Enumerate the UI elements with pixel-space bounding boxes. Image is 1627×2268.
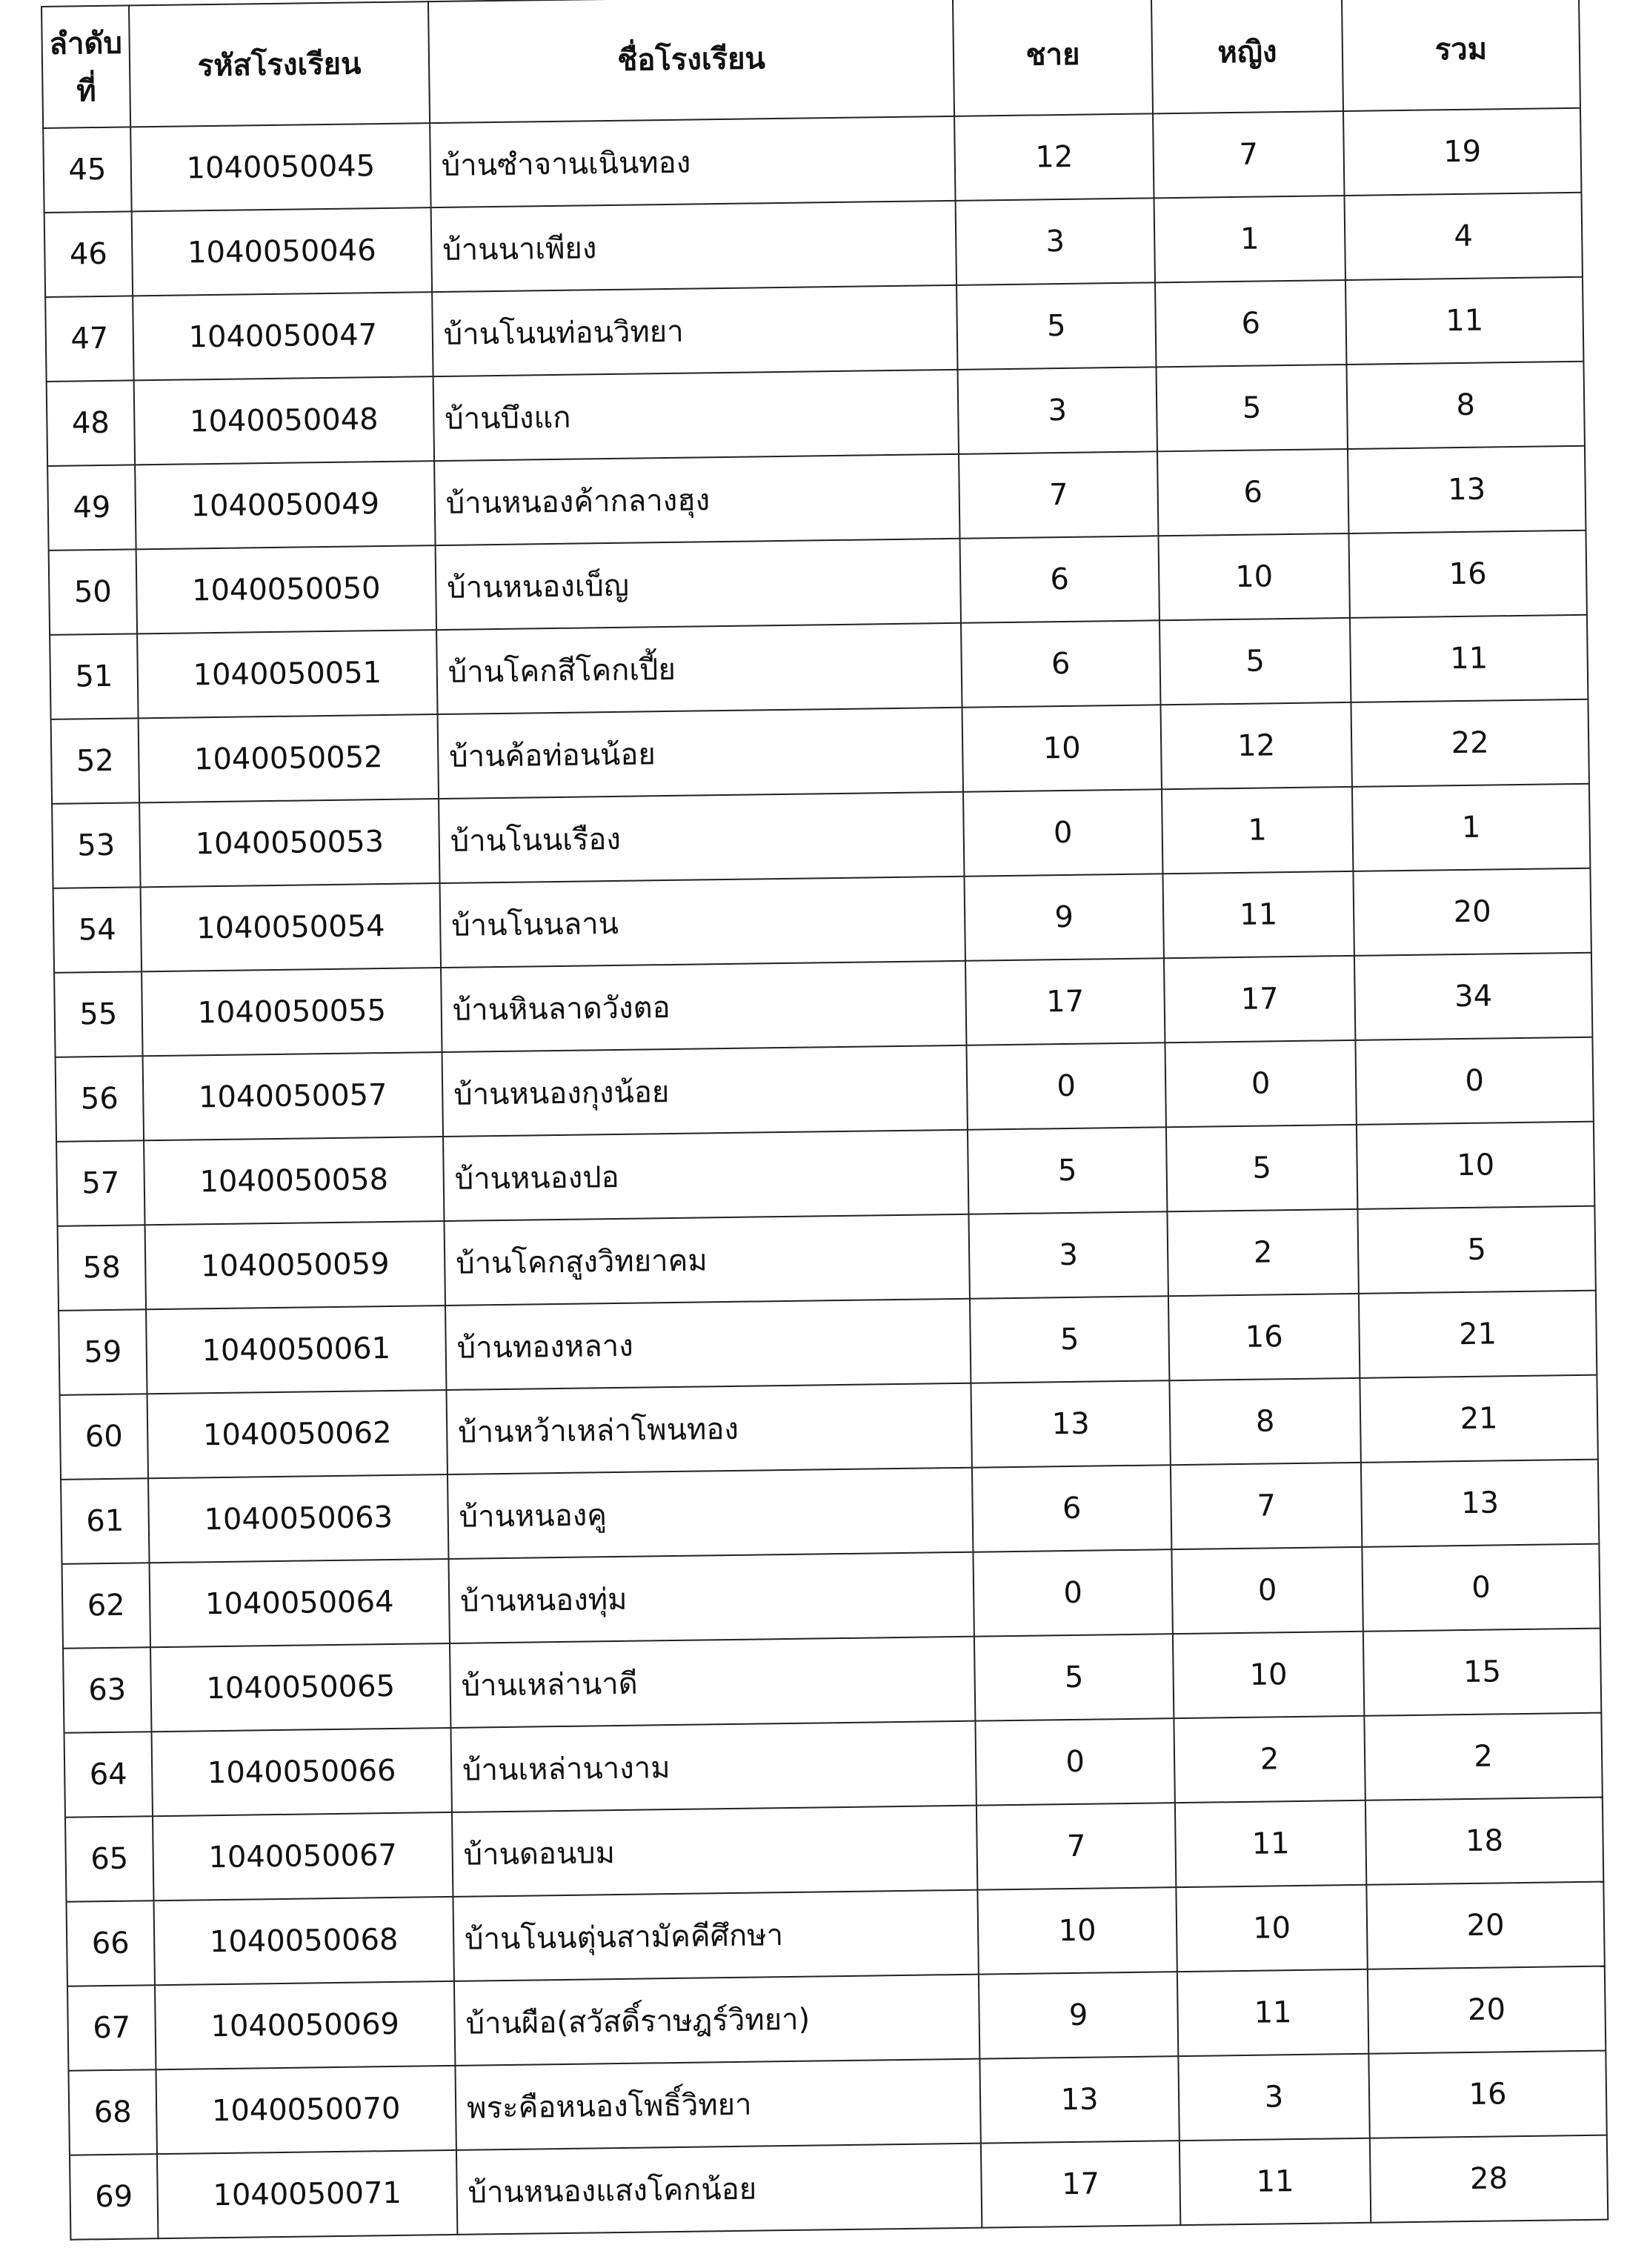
cell-school-name: บ้านหนองเบ็ญ xyxy=(436,539,961,630)
cell-total: 11 xyxy=(1350,615,1588,702)
cell-male: 5 xyxy=(974,1634,1174,1720)
header-female: หญิง xyxy=(1151,0,1343,113)
cell-school-name: บ้านหินลาดวังตอ xyxy=(441,961,966,1052)
cell-female: 6 xyxy=(1155,280,1346,367)
cell-male: 9 xyxy=(964,874,1163,960)
cell-school-name: บ้านนาเพียง xyxy=(431,201,956,292)
cell-school-name: บ้านโคกสีโคกเปี้ย xyxy=(436,623,962,714)
cell-female: 12 xyxy=(1160,702,1351,789)
cell-male: 3 xyxy=(968,1211,1168,1298)
cell-female: 10 xyxy=(1158,533,1349,620)
cell-no: 50 xyxy=(49,549,137,635)
cell-total: 34 xyxy=(1354,953,1592,1040)
cell-male: 0 xyxy=(975,1718,1174,1805)
cell-total: 22 xyxy=(1351,699,1588,787)
header-no: ลำดับที่ xyxy=(41,5,130,128)
cell-female: 6 xyxy=(1157,449,1348,536)
cell-school-code: 1040050053 xyxy=(139,799,439,887)
cell-male: 3 xyxy=(956,198,1155,285)
cell-female: 5 xyxy=(1166,1125,1357,1211)
cell-school-name: บ้านหนองค้ากลางฮุง xyxy=(434,454,959,545)
cell-total: 16 xyxy=(1348,531,1586,618)
cell-female: 5 xyxy=(1157,365,1348,451)
cell-female: 2 xyxy=(1167,1209,1358,1296)
cell-total: 21 xyxy=(1360,1375,1597,1463)
cell-no: 65 xyxy=(65,1816,153,1902)
cell-school-code: 1040050070 xyxy=(156,2066,456,2154)
cell-total: 8 xyxy=(1346,362,1584,449)
cell-school-name: บ้านบึงแก xyxy=(433,370,959,461)
cell-male: 5 xyxy=(968,1127,1167,1214)
cell-female: 17 xyxy=(1164,956,1355,1042)
cell-school-name: บ้านผือ(สวัสดิ์ราษฎร์วิทยา) xyxy=(454,1975,979,2066)
cell-school-code: 1040050063 xyxy=(148,1474,448,1563)
cell-total: 18 xyxy=(1365,1798,1603,1885)
cell-female: 1 xyxy=(1162,787,1353,874)
cell-school-code: 1040050071 xyxy=(157,2150,457,2238)
cell-total: 5 xyxy=(1357,1206,1595,1294)
cell-male: 13 xyxy=(971,1380,1170,1467)
cell-male: 7 xyxy=(959,451,1158,538)
cell-total: 16 xyxy=(1368,2051,1606,2138)
cell-no: 55 xyxy=(54,971,142,1057)
cell-no: 57 xyxy=(56,1140,144,1226)
cell-female: 11 xyxy=(1177,1969,1368,2056)
cell-male: 10 xyxy=(962,705,1161,791)
cell-school-name: บ้านซำจานเนินทอง xyxy=(430,116,955,207)
cell-school-name: บ้านหว้าเหล่าโพนทอง xyxy=(446,1383,971,1474)
cell-no: 66 xyxy=(66,1900,154,1986)
cell-school-name: บ้านหนองทุ่ม xyxy=(448,1552,974,1643)
header-total: รวม xyxy=(1342,0,1580,111)
cell-no: 52 xyxy=(51,718,139,804)
cell-total: 0 xyxy=(1362,1544,1600,1632)
cell-total: 28 xyxy=(1370,2135,1608,2223)
cell-female: 0 xyxy=(1171,1547,1363,1634)
cell-school-code: 1040050052 xyxy=(139,714,439,802)
cell-school-name: บ้านหนองกุงน้อย xyxy=(442,1045,968,1137)
cell-male: 5 xyxy=(970,1296,1169,1383)
cell-total: 20 xyxy=(1366,1882,1604,1969)
cell-school-code: 1040050051 xyxy=(137,630,437,718)
cell-school-code: 1040050046 xyxy=(132,207,432,296)
cell-total: 13 xyxy=(1348,446,1586,533)
cell-total: 20 xyxy=(1353,868,1591,956)
header-row xyxy=(41,0,1580,128)
cell-total: 10 xyxy=(1357,1122,1594,1209)
cell-total: 19 xyxy=(1343,108,1581,196)
cell-female: 10 xyxy=(1173,1632,1364,1718)
cell-male: 17 xyxy=(965,958,1165,1045)
cell-total: 21 xyxy=(1359,1291,1597,1378)
cell-male: 9 xyxy=(979,1972,1178,2058)
cell-no: 67 xyxy=(67,1985,156,2071)
cell-male: 6 xyxy=(961,620,1160,707)
header-school-code: รหัสโรงเรียน xyxy=(129,1,430,127)
cell-female: 2 xyxy=(1174,1716,1365,1803)
header-male: ชาย xyxy=(953,0,1153,116)
cell-school-code: 1040050049 xyxy=(135,461,435,549)
cell-male: 10 xyxy=(977,1887,1177,1974)
cell-school-name: บ้านโนนท่อนวิทยา xyxy=(432,285,957,376)
cell-school-code: 1040050062 xyxy=(147,1390,447,1478)
cell-no: 46 xyxy=(44,211,133,297)
cell-total: 2 xyxy=(1364,1713,1602,1800)
cell-male: 6 xyxy=(972,1465,1171,1552)
cell-school-code: 1040050055 xyxy=(142,968,442,1056)
cell-school-name: บ้านค้อท่อนน้อย xyxy=(438,708,963,799)
cell-male: 7 xyxy=(976,1803,1176,1889)
cell-male: 5 xyxy=(956,282,1156,369)
cell-school-code: 1040050064 xyxy=(150,1559,450,1647)
cell-male: 0 xyxy=(966,1042,1165,1129)
document-page xyxy=(41,0,1608,2255)
cell-female: 7 xyxy=(1171,1463,1362,1549)
cell-no: 68 xyxy=(68,2069,156,2155)
cell-school-name: พระคือหนองโพธิ์วิทยา xyxy=(455,2059,980,2150)
cell-total: 20 xyxy=(1368,1966,1606,2054)
cell-total: 4 xyxy=(1345,193,1583,280)
cell-school-code: 1040050045 xyxy=(130,123,430,211)
cell-female: 7 xyxy=(1153,111,1344,198)
table-body xyxy=(43,108,1608,2240)
cell-male: 12 xyxy=(954,113,1154,200)
cell-male: 13 xyxy=(979,2056,1179,2143)
cell-school-name: บ้านหนองปอ xyxy=(443,1130,968,1221)
cell-male: 0 xyxy=(973,1549,1172,1636)
cell-female: 3 xyxy=(1178,2054,1369,2141)
cell-school-code: 1040050061 xyxy=(146,1306,446,1394)
cell-school-name: บ้านดอนบม xyxy=(452,1806,977,1897)
cell-no: 61 xyxy=(61,1478,149,1564)
cell-no: 69 xyxy=(70,2154,158,2240)
cell-total: 0 xyxy=(1355,1037,1593,1125)
cell-school-name: บ้านทองหลาง xyxy=(445,1299,971,1390)
cell-no: 54 xyxy=(53,887,142,973)
cell-school-code: 1040050067 xyxy=(153,1812,453,1900)
cell-school-name: บ้านเหล่านาดี xyxy=(450,1637,975,1728)
cell-no: 47 xyxy=(45,296,133,382)
cell-school-code: 1040050057 xyxy=(143,1052,443,1140)
cell-school-code: 1040050058 xyxy=(144,1137,444,1225)
cell-female: 11 xyxy=(1175,1800,1366,1887)
cell-female: 11 xyxy=(1180,2138,1371,2225)
school-student-table xyxy=(41,0,1608,2241)
cell-total: 15 xyxy=(1363,1629,1601,1716)
cell-school-code: 1040050054 xyxy=(141,883,441,971)
cell-school-name: บ้านหนองคู xyxy=(447,1468,973,1559)
cell-no: 60 xyxy=(60,1394,148,1480)
cell-male: 3 xyxy=(958,367,1157,453)
cell-school-name: บ้านโนนลาน xyxy=(440,877,965,968)
cell-female: 16 xyxy=(1168,1294,1360,1380)
cell-total: 11 xyxy=(1345,277,1583,365)
cell-school-code: 1040050050 xyxy=(136,545,436,633)
cell-female: 10 xyxy=(1176,1885,1367,1972)
cell-female: 8 xyxy=(1169,1378,1360,1465)
cell-female: 5 xyxy=(1159,618,1351,705)
cell-school-code: 1040050047 xyxy=(133,292,433,380)
cell-female: 11 xyxy=(1162,871,1354,958)
cell-female: 0 xyxy=(1165,1040,1356,1127)
cell-school-name: บ้านหนองแสงโคกน้อย xyxy=(456,2144,982,2235)
cell-school-code: 1040050065 xyxy=(150,1643,450,1732)
cell-school-code: 1040050069 xyxy=(155,1981,455,2069)
cell-female: 1 xyxy=(1154,196,1345,282)
cell-no: 49 xyxy=(47,465,136,551)
cell-no: 64 xyxy=(64,1732,153,1818)
cell-no: 63 xyxy=(63,1647,151,1733)
cell-male: 17 xyxy=(981,2141,1180,2227)
cell-no: 45 xyxy=(43,127,131,213)
cell-school-name: บ้านโนนตุ่นสามัคคีศึกษา xyxy=(453,1890,978,1981)
cell-no: 58 xyxy=(58,1225,146,1311)
cell-no: 59 xyxy=(59,1309,147,1395)
cell-no: 48 xyxy=(47,380,135,466)
cell-total: 13 xyxy=(1361,1460,1599,1547)
cell-school-code: 1040050066 xyxy=(152,1728,452,1816)
cell-school-code: 1040050048 xyxy=(134,376,434,465)
cell-school-code: 1040050068 xyxy=(153,1897,453,1985)
cell-school-name: บ้านโนนเรือง xyxy=(439,792,964,883)
cell-school-code: 1040050059 xyxy=(145,1221,445,1309)
cell-no: 62 xyxy=(62,1563,150,1649)
cell-no: 56 xyxy=(56,1056,144,1142)
cell-no: 51 xyxy=(50,633,138,719)
header-school-name: ชื่อโรงเรียน xyxy=(428,0,954,123)
cell-school-name: บ้านโคกสูงวิทยาคม xyxy=(445,1214,970,1306)
cell-total: 1 xyxy=(1352,784,1590,871)
cell-male: 6 xyxy=(960,536,1159,622)
cell-school-name: บ้านเหล่านางาม xyxy=(450,1721,976,1812)
cell-male: 0 xyxy=(963,789,1162,876)
cell-no: 53 xyxy=(52,802,140,888)
